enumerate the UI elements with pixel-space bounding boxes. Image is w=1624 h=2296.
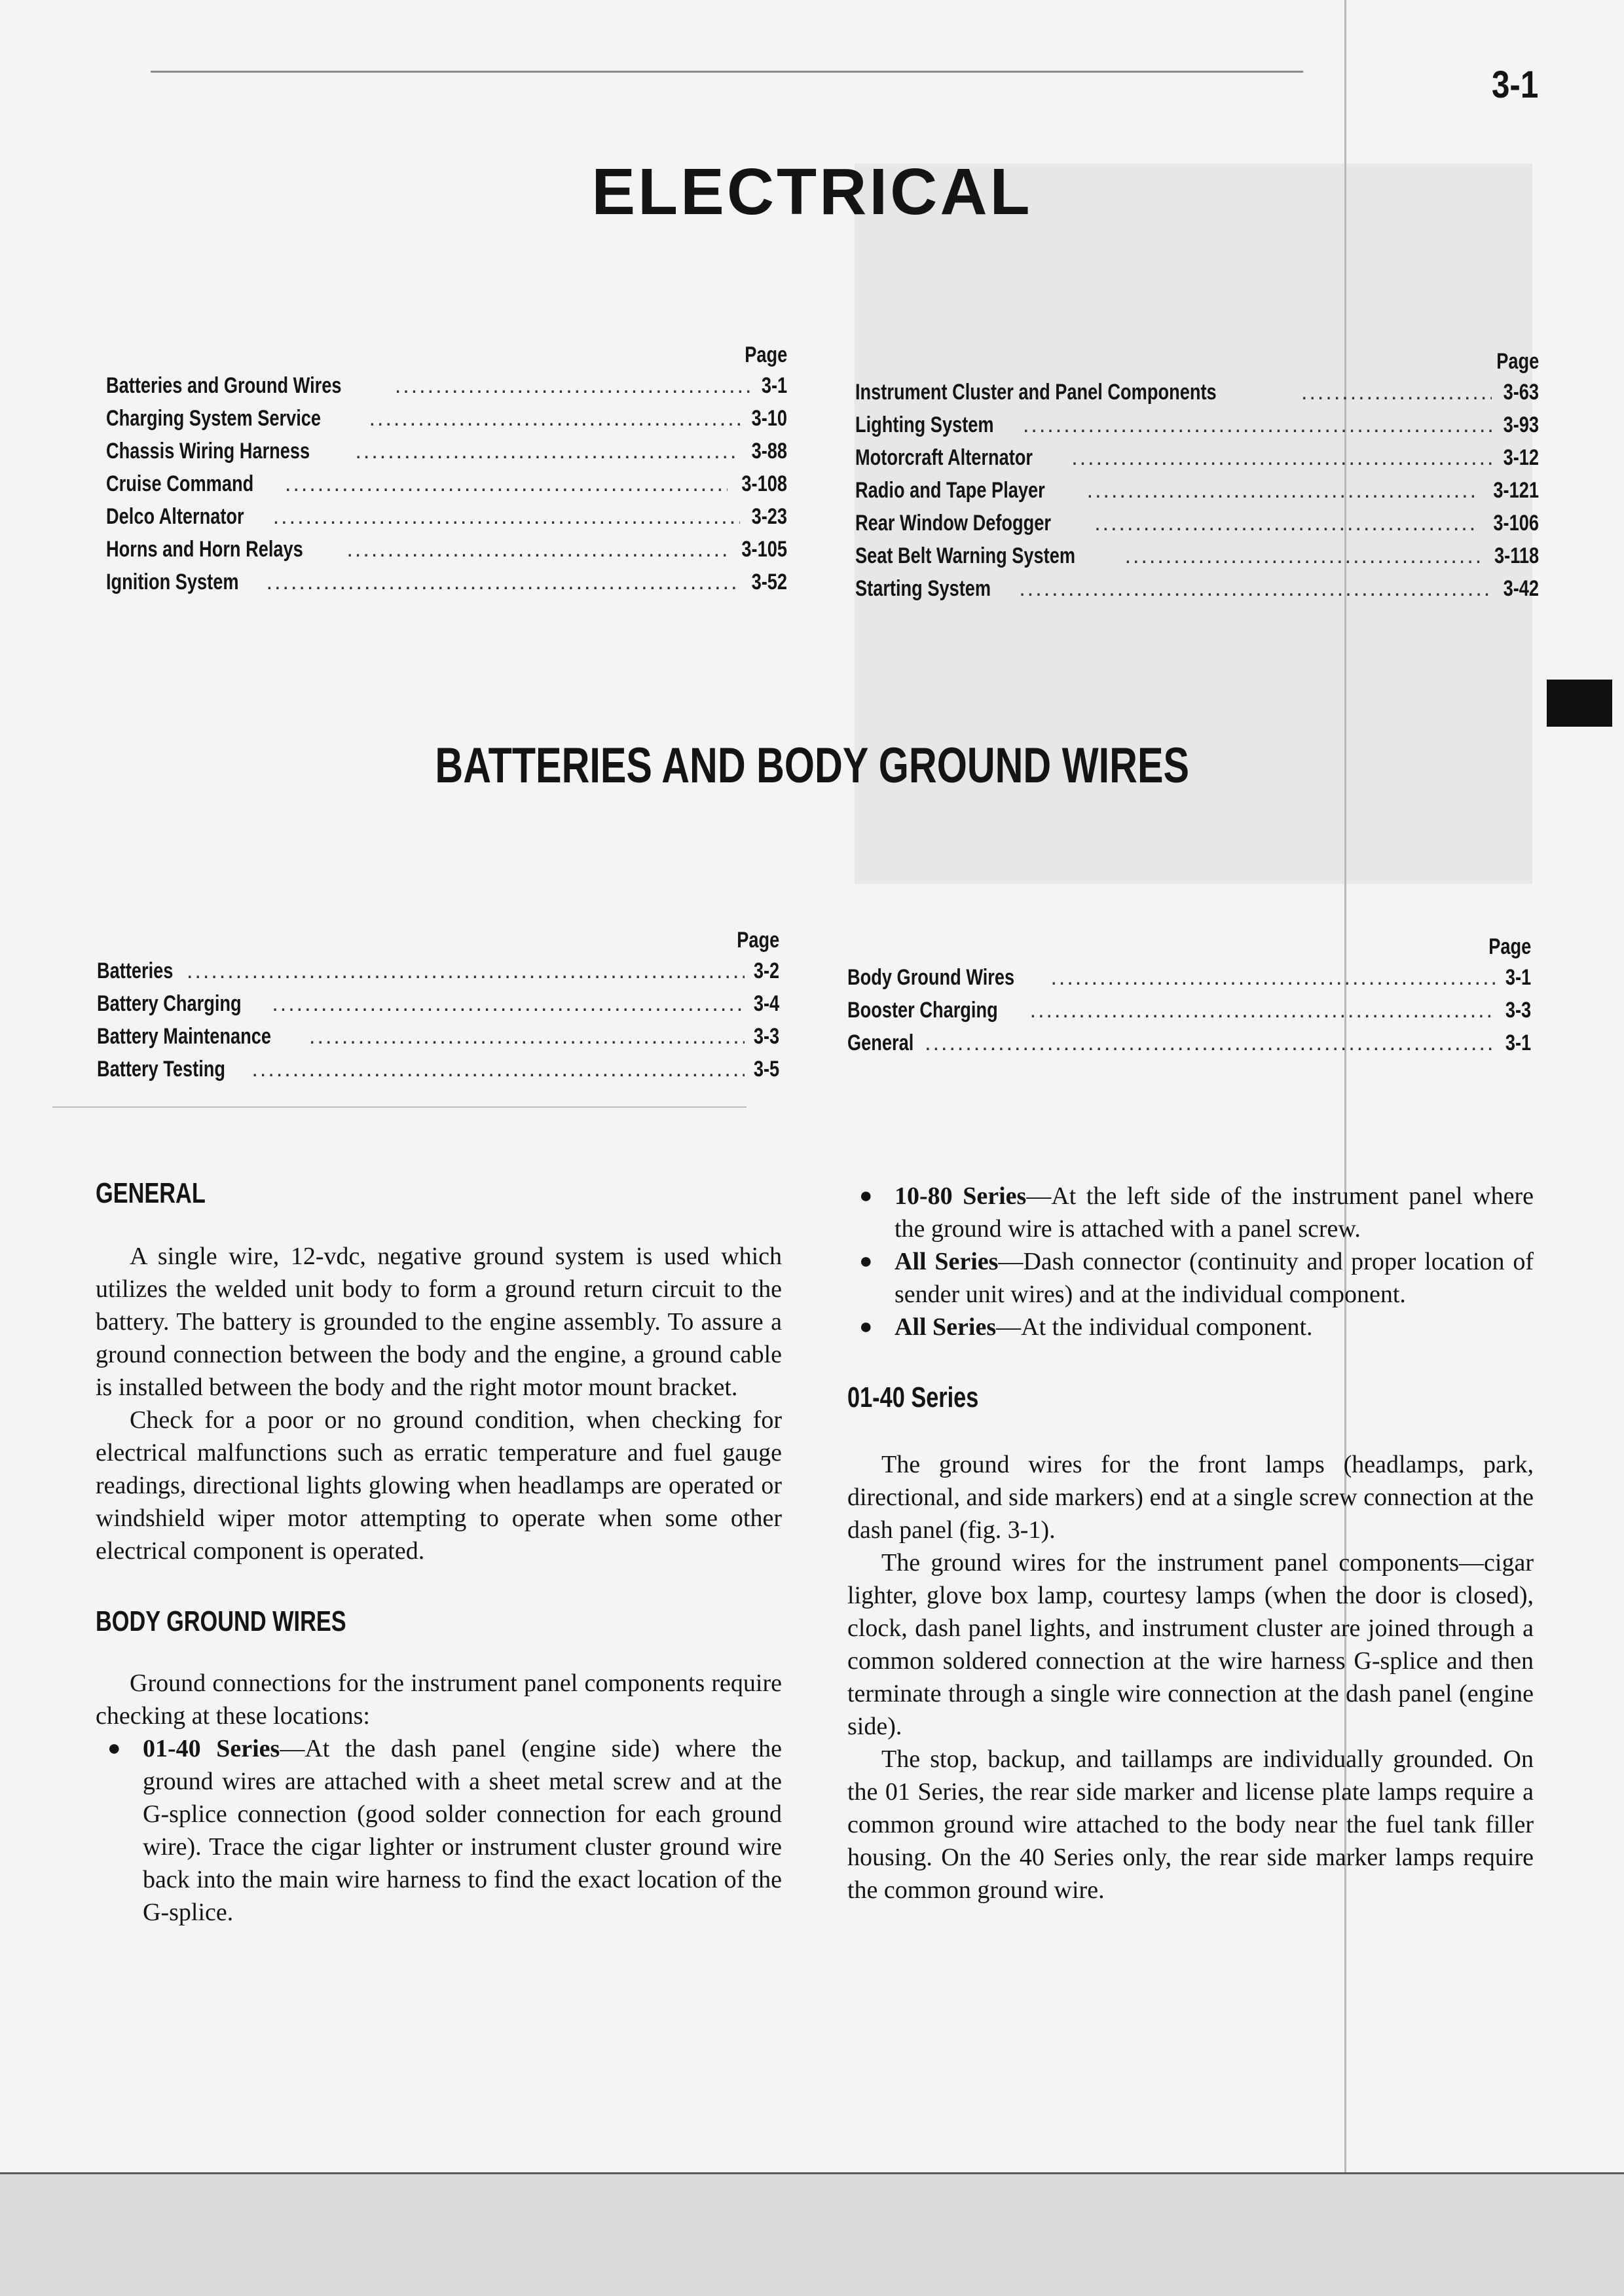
toc-entry[interactable]: Chassis Wiring Harness ..... 3-88: [106, 435, 787, 467]
section-toc-right: [847, 932, 1531, 1059]
page-number: 3-1: [1492, 64, 1539, 106]
toc-entry[interactable]: Rear Window Defogger ..... 3-106: [855, 507, 1539, 539]
toc-entry[interactable]: Lighting System ..... 3-93: [855, 409, 1539, 441]
toc-entry[interactable]: Batteries ..... 3-2: [97, 955, 779, 987]
series-paragraph-2: The ground wires for the instrument panel components—cigar lighter, glove box lamp, courtesy lamps (when the door is closed), clock, dash panel lights, and instrument cluster are joined through a common soldered connection at the wire harness G-splice and then terminate through a single wire connection at the dash panel (engine side).: [847, 1549, 1534, 1740]
toc-entry[interactable]: Batteries and Ground Wires ..... 3-1: [106, 369, 787, 402]
bullet-item: ● 10-80 Series—At the left side of the instrument panel where the ground wire is attached with a panel screw.: [847, 1180, 1534, 1245]
page-column-heading: Page: [1488, 934, 1531, 959]
toc-entry[interactable]: Starting System ..... 3-42: [855, 572, 1539, 605]
section-tab-marker: [1547, 680, 1612, 727]
toc-entry[interactable]: Delco Alternator ..... 3-23: [106, 500, 787, 533]
bullet-icon: ●: [859, 1184, 873, 1208]
body-left-column: [96, 1177, 782, 1929]
body-ground-wires-paragraph: Ground connections for the instrument panel components require checking at these locations:: [96, 1669, 782, 1730]
toc-entry[interactable]: Cruise Command ..... 3-108: [106, 467, 787, 500]
bullet-icon: ●: [859, 1315, 873, 1339]
bullet-icon: ●: [859, 1249, 873, 1273]
bullet-item: ● 01-40 Series—At the dash panel (engine side) where the ground wires are attached with a sheet metal screw and at the G-splice connection (good solder connection for each ground wire). Trace the cigar lighter or instrument cluster ground wire back into the main wire harness to find the exact location of the G-splice.: [96, 1732, 782, 1929]
toc-entry[interactable]: Battery Testing ..... 3-5: [97, 1053, 779, 1085]
toc-entry[interactable]: Ignition System ..... 3-52: [106, 566, 787, 598]
bullet-item: ● All Series—At the individual component.: [847, 1311, 1534, 1343]
toc-entry[interactable]: Body Ground Wires ..... 3-1: [847, 961, 1531, 994]
heading-general: GENERAL: [96, 1177, 206, 1209]
page-column-heading: Page: [1496, 349, 1539, 374]
general-paragraph-1: A single wire, 12-vdc, negative ground system is used which utilizes the welded unit body to form a ground return circuit to the battery. The battery is grounded to the engine assembly. To assure a ground connection between the body and the engine, a ground cable is installed between the body and the right motor mount bracket.: [96, 1243, 782, 1401]
toc-entry[interactable]: Booster Charging ..... 3-3: [847, 994, 1531, 1027]
heading-body-ground-wires: BODY GROUND WIRES: [96, 1605, 346, 1637]
bullet-icon: ●: [107, 1736, 121, 1760]
section-toc-left: [97, 926, 779, 1085]
toc-entry[interactable]: Instrument Cluster and Panel Components ..... 3-63: [855, 376, 1539, 409]
toc-entry[interactable]: Seat Belt Warning System ..... 3-118: [855, 539, 1539, 572]
body-right-column: [847, 1180, 1534, 1906]
chapter-toc-left: [106, 340, 787, 598]
chapter-title: ELECTRICAL: [591, 155, 1033, 228]
toc-entry[interactable]: Charging System Service ..... 3-10: [106, 402, 787, 435]
heading-01-40-series: 01-40 Series: [847, 1381, 979, 1413]
toc-entry[interactable]: Motorcraft Alternator ..... 3-12: [855, 441, 1539, 474]
series-paragraph-3: The stop, backup, and taillamps are individually grounded. On the 01 Series, the rear side marker and license plate lamps require a common ground wire attached to the body near the fuel tank filler housing. On the 40 Series only, the rear side marker lamps require the common ground wire.: [847, 1745, 1534, 1904]
header-rule: [151, 71, 1303, 73]
chapter-toc-right: [855, 347, 1539, 605]
page-column-heading: Page: [736, 928, 779, 953]
toc-entry[interactable]: Radio and Tape Player ..... 3-121: [855, 474, 1539, 507]
general-paragraph-2: Check for a poor or no ground condition, when checking for electrical malfunctions such as erratic temperature and fuel gauge readings, directional lights glowing when headlamps are operated or windshield wiper motor attempting to operate when some other electrical component is operated.: [96, 1406, 782, 1565]
toc-divider: [52, 1106, 747, 1108]
page-column-heading: Page: [744, 342, 787, 367]
toc-entry[interactable]: Battery Charging ..... 3-4: [97, 987, 779, 1020]
toc-entry[interactable]: Battery Maintenance ..... 3-3: [97, 1020, 779, 1053]
toc-entry[interactable]: Horns and Horn Relays ..... 3-105: [106, 533, 787, 566]
series-paragraph-1: The ground wires for the front lamps (headlamps, park, directional, and side markers) end at a single screw connection at the dash panel (fig. 3-1).: [847, 1451, 1534, 1544]
toc-entry[interactable]: General ..... 3-1: [847, 1027, 1531, 1059]
bullet-item: ● All Series—Dash connector (continuity and proper location of sender unit wires) and at the individual component.: [847, 1245, 1534, 1311]
section-title: BATTERIES AND BODY GROUND WIRES: [435, 738, 1189, 793]
